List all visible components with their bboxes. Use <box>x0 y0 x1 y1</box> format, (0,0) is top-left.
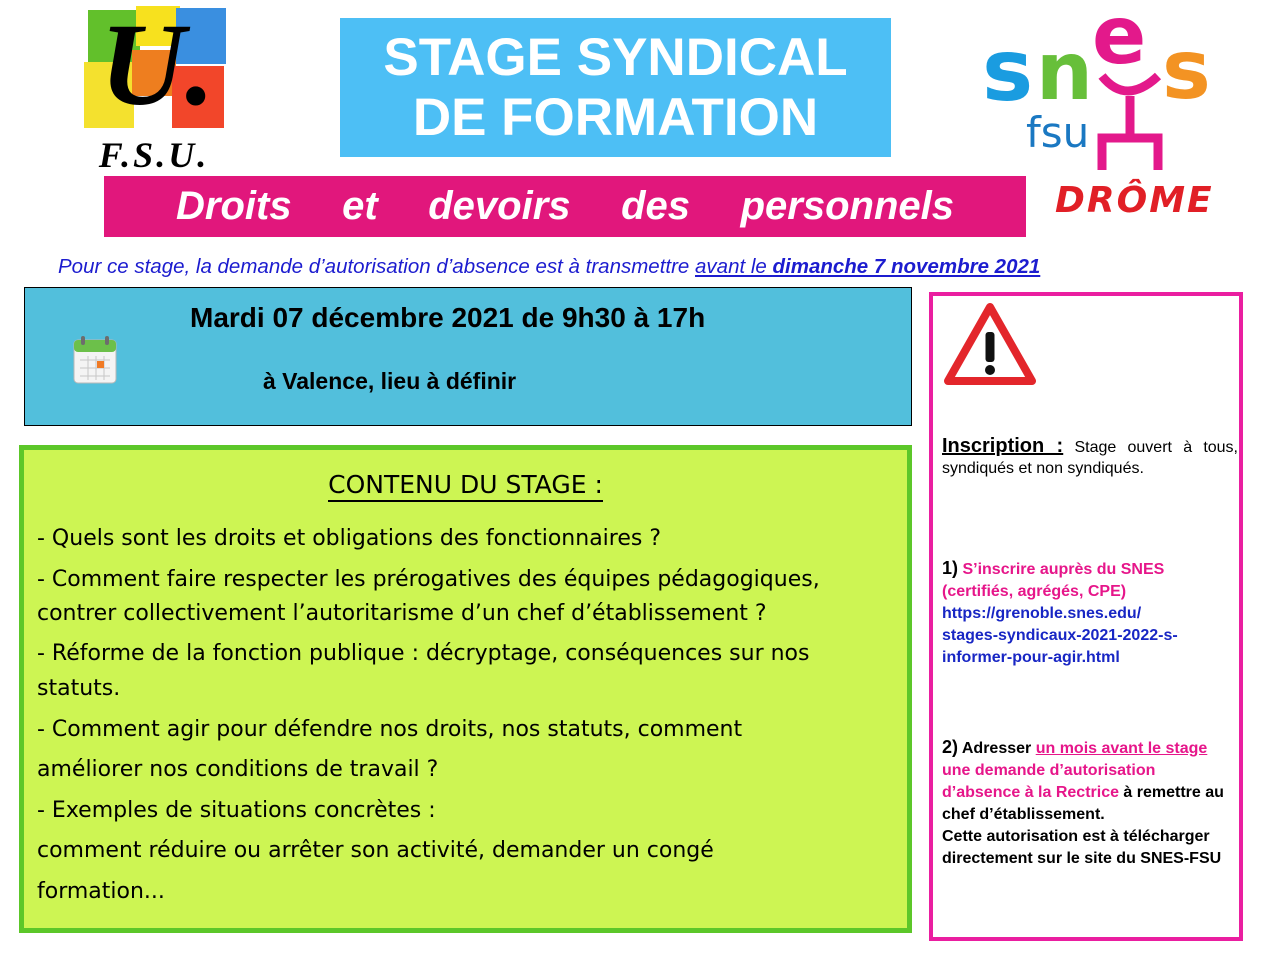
step-1-url-line[interactable]: informer-pour-agir.html <box>942 649 1120 666</box>
inscription-step-1 <box>942 557 1238 669</box>
warning-triangle-icon <box>943 302 1037 386</box>
inscription-step-2 <box>942 736 1238 870</box>
step-1-url-line[interactable]: stages-syndicaux-2021-2022-s- <box>942 627 1178 644</box>
content-line: - Comment faire respecter les prérogatives des équipes pédagogiques, <box>37 567 820 592</box>
subtitle-word: devoirs <box>428 184 571 228</box>
title-line-2: DE FORMATION <box>412 88 819 147</box>
step-1-text: S’inscrire auprès du SNES (certifiés, agrégés, CPE) <box>942 561 1165 600</box>
step-2-text-a: Adresser <box>961 740 1036 757</box>
content-line: statuts. <box>37 676 121 701</box>
subtitle-band <box>104 176 1026 237</box>
fsu-logo-letter: U. <box>100 0 215 130</box>
inscription-box <box>929 292 1243 941</box>
step-2-number: 2) <box>942 737 959 757</box>
content-line: - Réforme de la fonction publique : décryptage, conséquences sur nos <box>37 641 810 666</box>
snes-logo <box>978 0 1240 176</box>
fsu-logo-text: F.S.U. <box>98 135 210 175</box>
deadline-notice <box>58 255 1040 279</box>
event-date: Mardi 07 décembre 2021 de 9h30 à 17h <box>190 302 706 333</box>
snes-letter-s: s <box>982 21 1034 121</box>
fsu-logo <box>78 0 230 175</box>
deadline-date: dimanche 7 novembre 2021 <box>772 255 1041 278</box>
snes-letter-s2: s <box>1162 23 1211 118</box>
content-line: améliorer nos conditions de travail ? <box>37 757 439 782</box>
inscription-intro <box>942 436 1238 479</box>
inscription-label: Inscription : <box>942 435 1064 457</box>
content-box <box>19 445 912 933</box>
snes-figure-icon <box>1096 66 1168 174</box>
event-date-box <box>24 287 912 426</box>
deadline-text: Pour ce stage, la demande d’autorisation d’absence est à transmettre <box>58 255 696 278</box>
snes-letter-n: n <box>1036 25 1093 118</box>
snes-letter-e: e <box>1092 0 1147 82</box>
subtitle-word: et <box>342 184 378 228</box>
step-2-text-c: à remettre au chef d’établissement. <box>942 784 1224 823</box>
content-line: formation... <box>37 879 165 904</box>
subtitle-word: Droits <box>176 184 292 228</box>
subtitle-word: des <box>621 184 691 228</box>
subtitle-word: personnels <box>740 184 954 228</box>
step-2-underlined: un mois avant le stage <box>1035 740 1208 757</box>
content-line: - Exemples de situations concrètes : <box>37 798 436 823</box>
step-2-text-b: une demande d’autorisation d’absence à la Rectrice <box>942 762 1156 801</box>
content-line: contrer collectivement l’autoritarisme d’un chef d’établissement ? <box>37 601 767 626</box>
event-place: à Valence, lieu à définir <box>263 368 517 394</box>
content-title: CONTENU DU STAGE : <box>24 470 907 499</box>
step-1-number: 1) <box>942 558 959 578</box>
deadline-underlined: avant le <box>695 255 773 278</box>
title-line-1: STAGE SYNDICAL <box>383 28 848 87</box>
calendar-icon <box>73 336 117 384</box>
step-1-url-line[interactable]: https://grenoble.snes.edu/ <box>942 605 1142 622</box>
inscription-intro-text: Stage ouvert à tous, syndiqués et non syndiqués. <box>942 439 1239 477</box>
department-label: DRÔME <box>1055 180 1214 221</box>
content-line: - Quels sont les droits et obligations des fonctionnaires ? <box>37 526 662 551</box>
content-line: - Comment agir pour défendre nos droits, nos statuts, comment <box>37 717 743 742</box>
content-line: comment réduire ou arrêter son activité, demander un congé <box>37 838 714 863</box>
title-box <box>340 18 891 157</box>
snes-logo-sub: fsu <box>1026 108 1090 157</box>
step-2-text-d: Cette autorisation est à télécharger directement sur le site du SNES-FSU <box>942 828 1222 867</box>
